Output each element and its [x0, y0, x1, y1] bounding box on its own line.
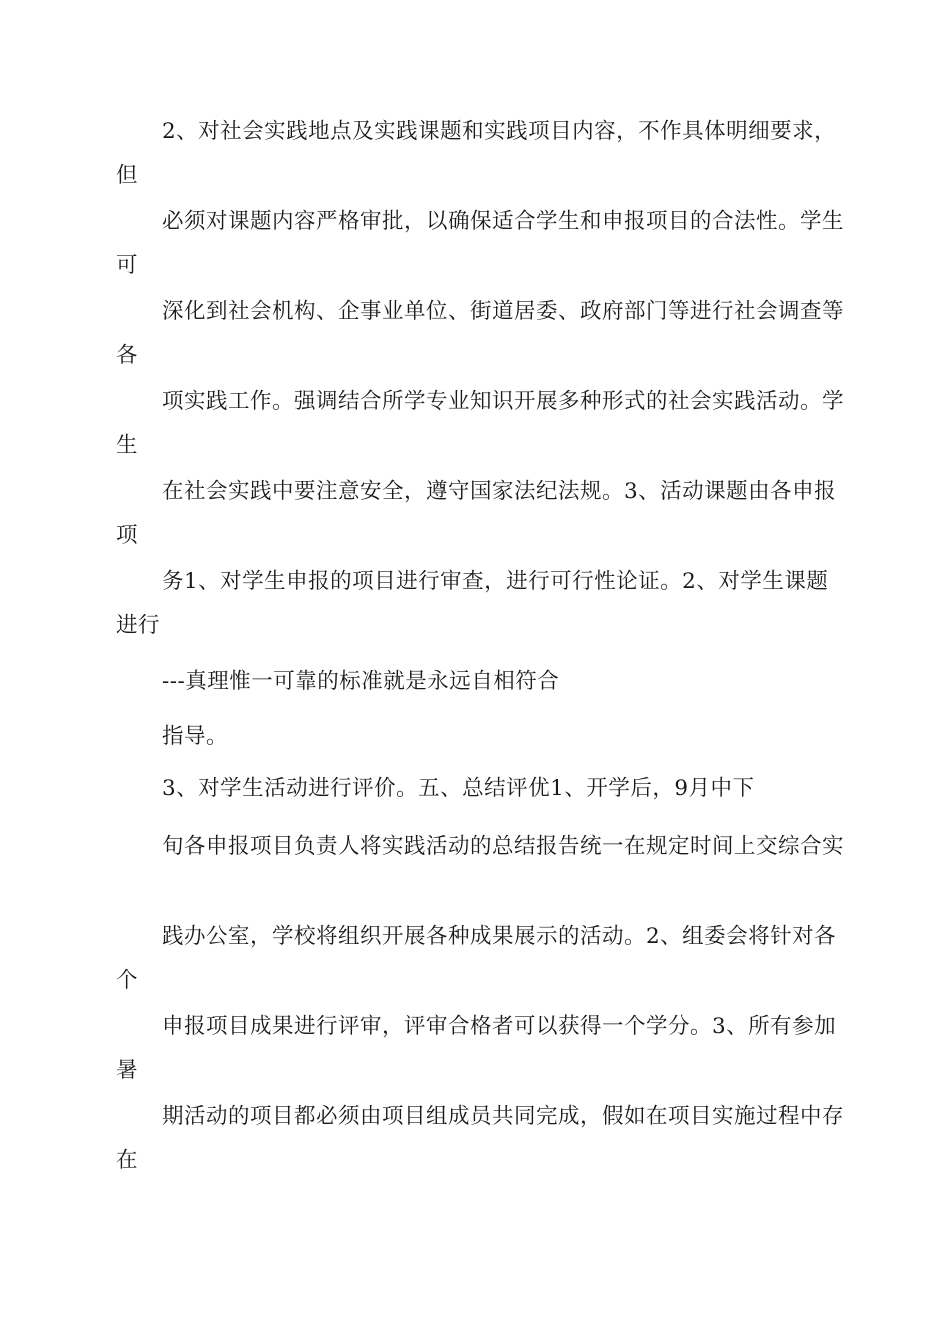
paragraph-2: 必须对课题内容严格审批，以确保适合学生和申报项目的合法性。学生可	[116, 209, 845, 278]
paragraph-5: 在社会实践中要注意安全，遵守国家法纪法规。3、活动课题由各申报项	[116, 479, 837, 548]
paragraph-6: 务1、对学生申报的项目进行审查，进行可行性论证。2、对学生课题进行	[116, 569, 829, 638]
paragraph-3: 深化到社会机构、企事业单位、街道居委、政府部门等进行社会调查等各	[116, 299, 845, 368]
paragraph-7: 指导。	[162, 724, 229, 749]
paragraph-4: 项实践工作。强调结合所学专业知识开展多种形式的社会实践活动。学生	[116, 389, 845, 458]
paragraph-9: 旬各申报项目负责人将实践活动的总结报告统一在规定时间上交综合实	[162, 834, 845, 859]
paragraph-10: 践办公室，学校将组织开展各种成果展示的活动。2、组委会将针对各个	[116, 924, 837, 993]
paragraph-12: 期活动的项目都必须由项目组成员共同完成，假如在项目实施过程中存在	[116, 1104, 845, 1173]
paragraph-11: 申报项目成果进行评审，评审合格者可以获得一个学分。3、所有参加暑	[116, 1014, 837, 1083]
quote-line: ---真理惟一可靠的标准就是永远自相符合	[162, 669, 560, 694]
paragraph-8: 3、对学生活动进行评价。五、总结评优1、开学后，9月中下	[162, 776, 755, 801]
paragraph-1: 2、对社会实践地点及实践课题和实践项目内容，不作具体明细要求，但	[116, 119, 837, 188]
